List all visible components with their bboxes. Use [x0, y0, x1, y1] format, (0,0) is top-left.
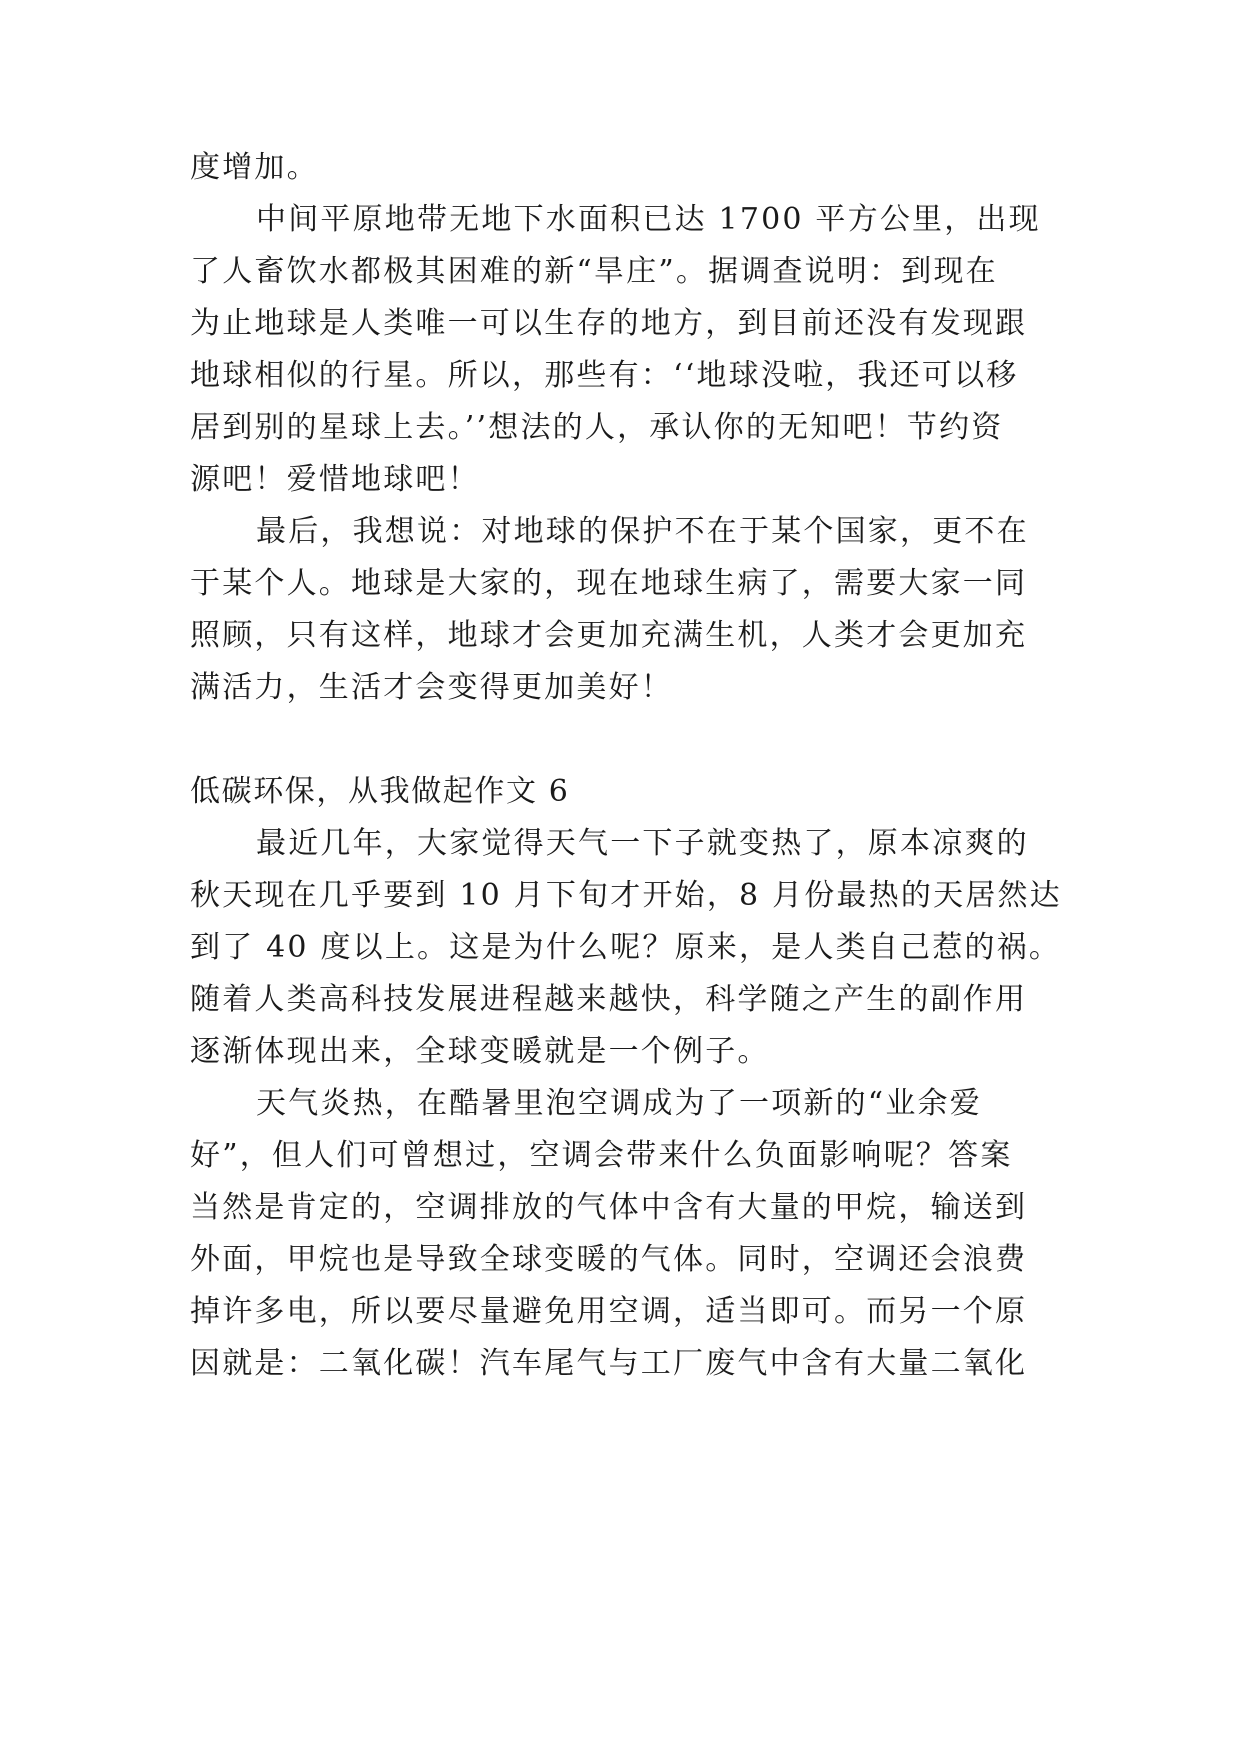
- text-line: 逐渐体现出来，全球变暖就是一个例子。: [190, 1034, 770, 1069]
- text-line: 秋天现在几乎要到 10 月下旬才开始，8 月份最热的天居然达: [190, 878, 1062, 913]
- text-line: 因就是：二氧化碳！汽车尾气与工厂废气中含有大量二氧化: [190, 1346, 1028, 1381]
- paragraph-first-line: 最后，我想说：对地球的保护不在于某个国家，更不在: [256, 514, 1029, 549]
- text-line: 到了 40 度以上。这是为什么呢？原来，是人类自己惹的祸。: [190, 930, 1062, 965]
- paragraph-first-line: 最近几年，大家觉得天气一下子就变热了，原本凉爽的: [256, 826, 1029, 861]
- text-line: 照顾，只有这样，地球才会更加充满生机，人类才会更加充: [190, 618, 1028, 653]
- text-line: 好”，但人们可曾想过，空调会带来什么负面影响呢？答案: [190, 1138, 1013, 1173]
- text-line: 外面，甲烷也是导致全球变暖的气体。同时，空调还会浪费: [190, 1242, 1028, 1277]
- text-line: 于某个人。地球是大家的，现在地球生病了，需要大家一同: [190, 566, 1028, 601]
- text-line: 源吧！爱惜地球吧！: [190, 462, 480, 497]
- text-line: 了人畜饮水都极其困难的新“旱庄”。据调查说明：到现在: [190, 254, 998, 289]
- text-line: 满活力，生活才会变得更加美好！: [190, 670, 673, 705]
- text-line: 掉许多电，所以要尽量避免用空调，适当即可。而另一个原: [190, 1294, 1028, 1329]
- text-line: 居到别的星球上去。’’想法的人，承认你的无知吧！节约资: [190, 410, 1004, 445]
- text-line: 当然是肯定的，空调排放的气体中含有大量的甲烷，输送到: [190, 1190, 1028, 1225]
- text-line: 为止地球是人类唯一可以生存的地方，到目前还没有发现跟: [190, 306, 1028, 341]
- paragraph-first-line: 天气炎热，在酷暑里泡空调成为了一项新的“业余爱: [256, 1086, 982, 1121]
- text-line: 度增加。: [190, 150, 319, 185]
- paragraph-first-line: 中间平原地带无地下水面积已达 1700 平方公里，出现: [256, 202, 1041, 237]
- text-line: 地球相似的行星。所以，那些有：‘‘地球没啦，我还可以移: [190, 358, 1019, 393]
- text-line: 随着人类高科技发展进程越来越快，科学随之产生的副作用: [190, 982, 1028, 1017]
- essay-title: 低碳环保，从我做起作文 6: [190, 774, 570, 809]
